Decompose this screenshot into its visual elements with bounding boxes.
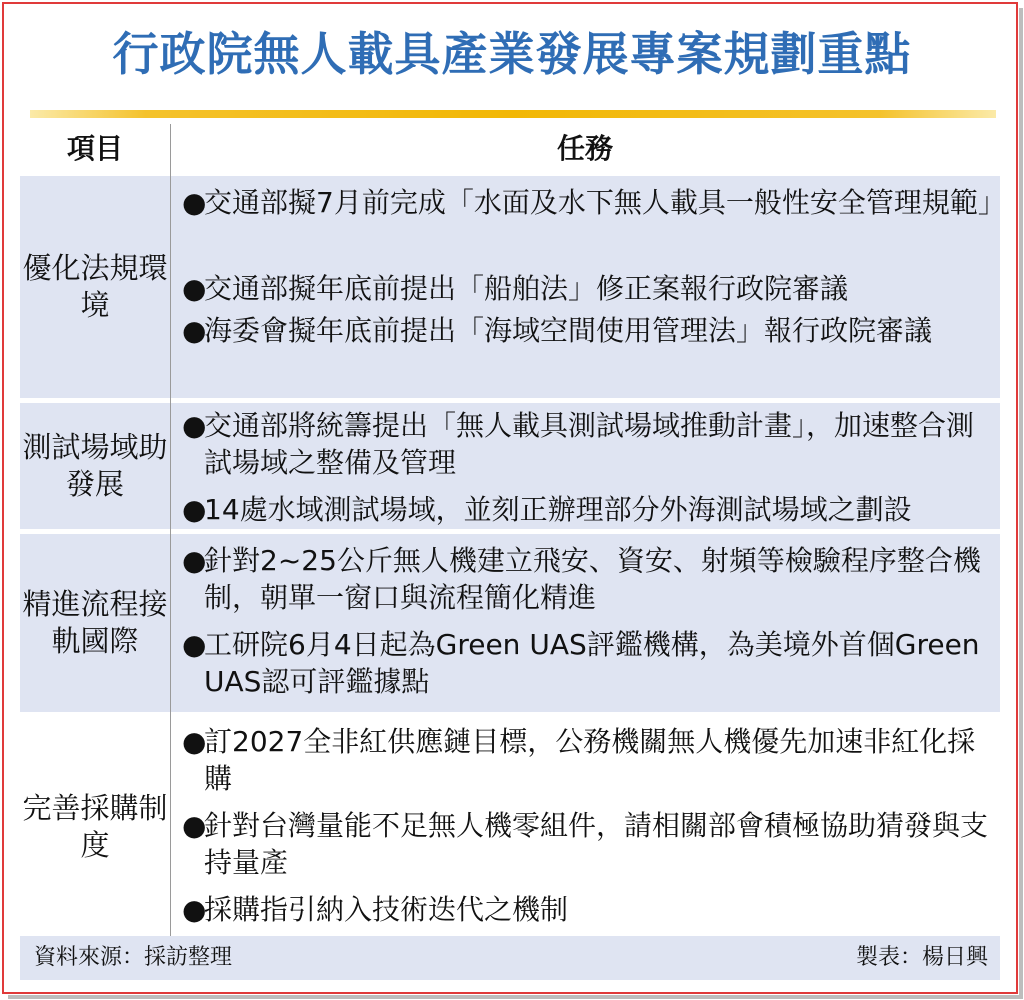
bullet-icon: ● (182, 493, 207, 526)
task-item (182, 723, 997, 797)
task-text: 海委會擬年底前提出「海域空間使用管理法」報行政院審議 (204, 314, 933, 347)
task-text: 採購指引納入技術迭代之機制 (204, 893, 569, 926)
row-label: 優化法規環境 (22, 251, 168, 322)
row-label: 測試場域助發展 (22, 430, 168, 501)
bullet-icon: ● (182, 725, 207, 758)
task-item (182, 891, 997, 928)
table-row (20, 534, 1000, 712)
task-text: 14處水域測試場域，並刻正辦理部分外海測試場域之劃設 (204, 493, 912, 526)
bullet-icon: ● (182, 314, 207, 347)
table-row (20, 717, 1000, 936)
frame-shadow (1019, 8, 1023, 998)
source-note: 資料來源：採訪整理 (34, 945, 233, 970)
frame-shadow (8, 995, 1023, 999)
bullet-icon: ● (182, 893, 207, 926)
task-item (182, 407, 997, 481)
table-row (20, 176, 1006, 398)
header-task: 任務 (556, 132, 613, 165)
footer (20, 936, 1000, 980)
row-label: 完善採購制度 (22, 790, 168, 862)
task-item (182, 270, 997, 307)
task-text: 交通部將統籌提出「無人載具測試場域推動計畫」，加速整合測試場域之整備及管理 (204, 409, 975, 479)
task-text: 交通部擬7月前完成「水面及水下無人載具一般性安全管理規範」 (204, 186, 1006, 219)
maker-credit: 製表：楊日興 (855, 945, 988, 970)
title-underline (30, 110, 996, 118)
bullet-icon: ● (182, 272, 207, 305)
row-label: 精進流程接軌國際 (22, 587, 168, 658)
task-text: 針對2~25公斤無人機建立飛安、資安、射頻等檢驗程序整合機制，朝單一窗口與流程簡化精進 (204, 544, 981, 614)
task-item (182, 312, 997, 349)
table-row (20, 403, 1000, 529)
task-text: 針對台灣量能不足無人機零組件，請相關部會積極協助猜發與支持量產 (204, 809, 989, 879)
header-item: 項目 (66, 132, 123, 165)
bullet-icon: ● (182, 186, 207, 219)
task-item (182, 491, 997, 528)
task-item (182, 542, 997, 616)
task-text: 交通部擬年底前提出「船舶法」修正案報行政院審議 (204, 272, 849, 305)
page-title: 行政院無人載具產業發展專案規劃重點 (112, 27, 912, 81)
task-text: 工研院6月4日起為Green UAS評鑑機構，為美境外首個Green UAS認可評鑑據點 (204, 628, 980, 698)
task-item (182, 626, 997, 700)
task-item (182, 807, 997, 881)
bullet-icon: ● (182, 809, 207, 842)
task-text: 訂2027全非紅供應鏈目標，公務機關無人機優先加速非紅化採購 (204, 725, 976, 795)
bullet-icon: ● (182, 409, 207, 442)
bullet-icon: ● (182, 544, 207, 577)
task-item (182, 184, 1006, 221)
bullet-icon: ● (182, 628, 207, 661)
column-divider (170, 124, 171, 936)
